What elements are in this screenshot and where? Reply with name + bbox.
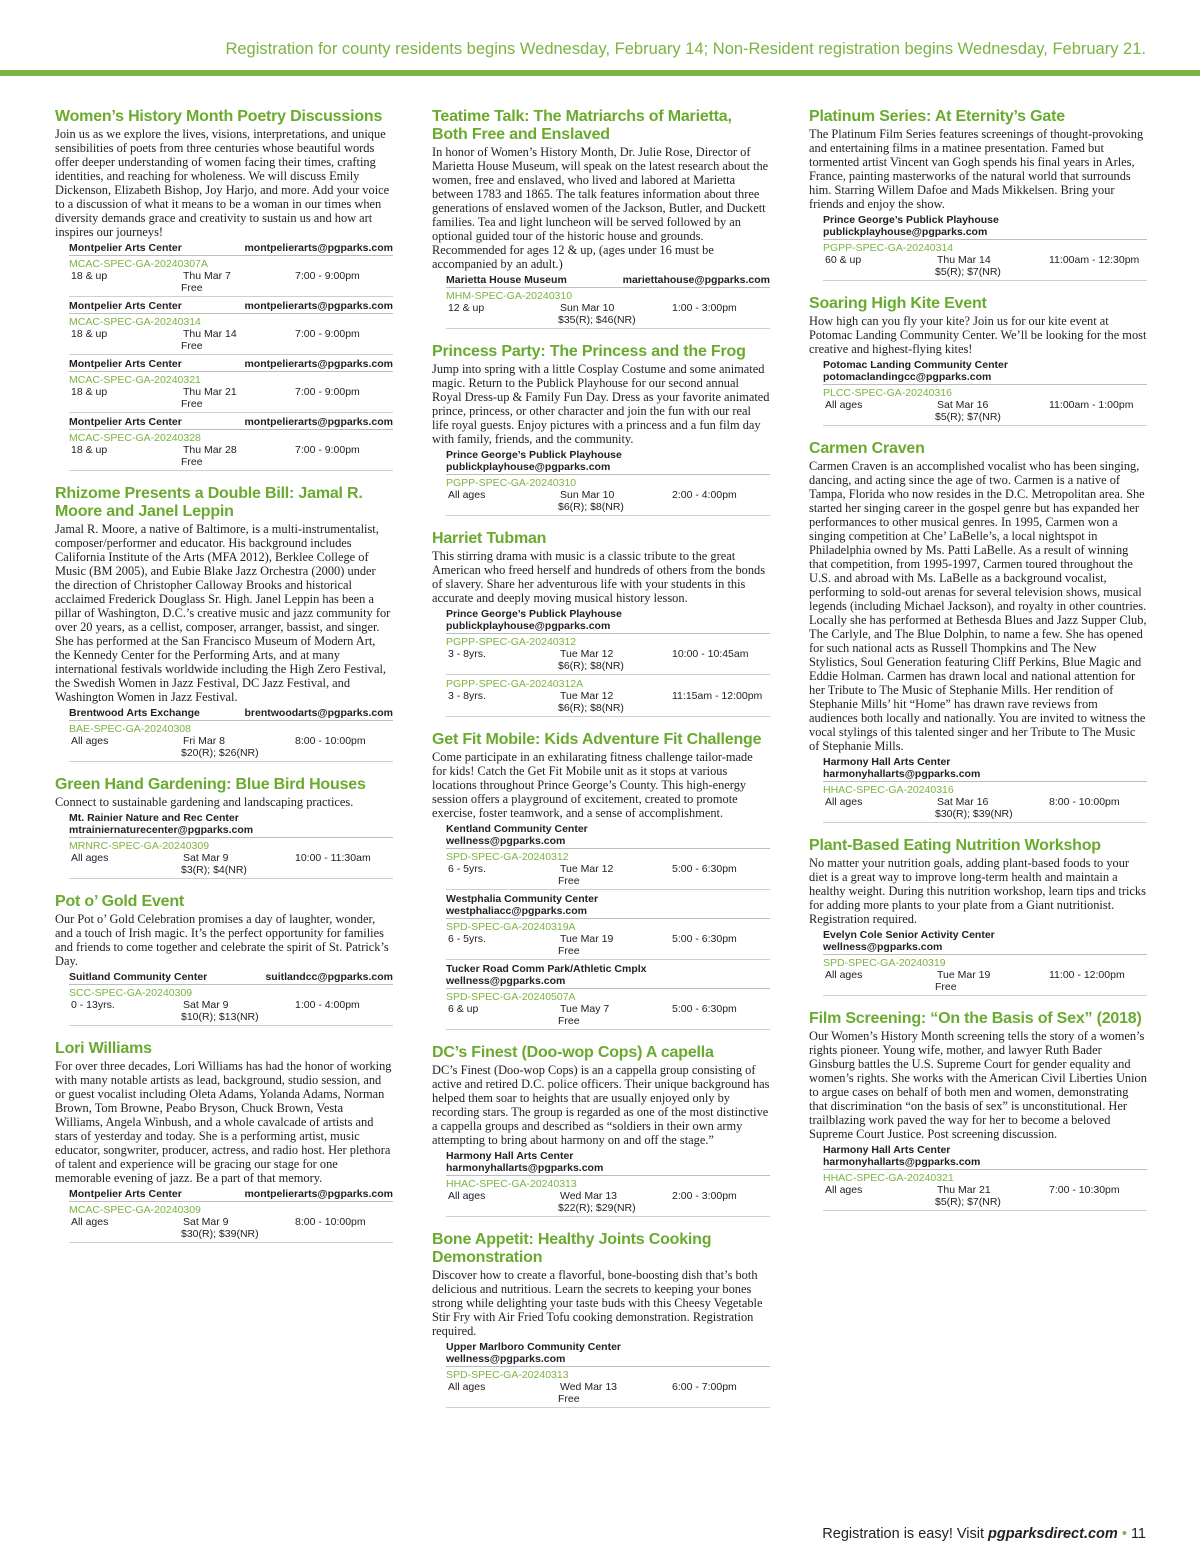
session-time: 11:00 - 12:00pm bbox=[1049, 969, 1125, 981]
session-block bbox=[446, 1341, 770, 1408]
session-time: 10:00 - 11:30am bbox=[295, 852, 371, 864]
event-description: How high can you fly your kite? Join us for our kite event at Potomac Landing Community Center. We’ll be looking for the most creative and highest-flying kites! bbox=[809, 314, 1147, 356]
event-listing bbox=[432, 108, 770, 329]
event-description: Come participate in an exhilarating fitness challenge tailor-made for kids! Catch the Get Fit Mobile unit as it stops at various locations throughout Prince George’s County. This high-energy session offers a playground of excitement, created to promote exercise, foster teamwork, and a sense of accomplishment. bbox=[432, 750, 753, 820]
venue-name: Marietta House Museum bbox=[446, 274, 567, 286]
session-block bbox=[446, 823, 770, 890]
session-details-row bbox=[823, 254, 1147, 266]
session-fee: $6(R); $8(NR) bbox=[558, 702, 624, 714]
session-time: 6:00 - 7:00pm bbox=[672, 1381, 737, 1393]
age-range: All ages bbox=[448, 1381, 486, 1393]
age-range: All ages bbox=[825, 1184, 863, 1196]
session-time: 5:00 - 6:30pm bbox=[672, 1003, 737, 1015]
venue-line bbox=[69, 358, 393, 372]
event-description: Jump into spring with a little Cosplay Costume and some animated magic. Return to the Publick Playhouse for our second annual Royal Dress-up & Family Fun Day. Dress as your favorite animated prince, princess, or other character and join the fun with our real life royal guests. Enjoy pictures with a princess and a fun film day with family, friends, and the community. bbox=[432, 362, 770, 446]
venue-name: Westphalia Community Center bbox=[446, 893, 599, 905]
session-details-row bbox=[823, 399, 1147, 411]
session-block bbox=[823, 359, 1147, 426]
activity-code: PGPP-SPEC-GA-20240312 bbox=[446, 636, 577, 648]
session-date: Sun Mar 10 bbox=[560, 302, 615, 314]
venue-name: Mt. Rainier Nature and Rec Center bbox=[69, 812, 239, 824]
venue-name: Evelyn Cole Senior Activity Center bbox=[823, 929, 995, 941]
footer-site-link[interactable]: pgparksdirect.com bbox=[988, 1526, 1118, 1542]
session-date: Thu Mar 14 bbox=[937, 254, 991, 266]
event-description: Our Women’s History Month screening tells the story of a women’s rights pioneer. Young wife, mother, and lawyer Ruth Bader Ginsburg battles the U.S. Supreme Court for gender equality and women’s rights. She works with the American Civil Liberties Union to argue cases on behalf of both men and women, demonstrating that discrimination “on the basis of sex” is unconstitutional. Her trailblazing work paved the way for her to become a beloved Supreme Court Justice. Post screening discussion. bbox=[809, 1029, 1147, 1141]
age-range: 0 - 13yrs. bbox=[71, 999, 115, 1011]
venue-line bbox=[69, 242, 393, 256]
venue-email-link[interactable]: montpelierarts@pgparks.com bbox=[244, 300, 393, 312]
session-fee: $3(R); $4(NR) bbox=[181, 864, 247, 876]
activity-code: SCC-SPEC-GA-20240309 bbox=[69, 987, 193, 999]
session-block bbox=[446, 449, 770, 516]
session-time: 1:00 - 3:00pm bbox=[672, 302, 737, 314]
venue-line bbox=[823, 359, 1147, 385]
event-description: For over three decades, Lori Williams has had the honor of working with many notable artists as lead, background, studio session, and or guest vocalist including Oleta Adams, Yolanda Adams, Norman Brown, Tom Browne, Peabo Bryson, Chuck Brown, Vesta Williams, Angela Winbush, and a whole cavalcade of artists and stars of yesterday and today. She is a performing artist, music educator, songwriter, producer, actress, and radio host. Her plethora of talent and experience will be gracing our stage for one memorable evening of jazz. Be a part of that memory. bbox=[55, 1059, 392, 1185]
activity-code: MCAC-SPEC-GA-20240328 bbox=[69, 432, 201, 444]
session-fee: $35(R); $46(NR) bbox=[558, 314, 636, 326]
session-date: Tue Mar 19 bbox=[937, 969, 991, 981]
session-details-row bbox=[446, 302, 770, 314]
age-range: 60 & up bbox=[825, 254, 862, 266]
venue-email-link[interactable]: harmonyhallarts@pgparks.com bbox=[823, 1156, 981, 1168]
session-fee: $6(R); $8(NR) bbox=[558, 501, 624, 513]
session-block bbox=[69, 971, 393, 1026]
age-range: All ages bbox=[448, 489, 486, 501]
event-listing bbox=[809, 295, 1147, 426]
session-details-row bbox=[69, 328, 393, 340]
venue-line bbox=[823, 929, 1147, 955]
event-description: No matter your nutrition goals, adding plant-based foods to your diet is a great way to improve long-term health and maintain a healthy weight. During this nutrition workshop, learn tips and tricks for adding more plants to your plate from a Giant nutritionist. Registration required. bbox=[809, 856, 1146, 926]
venue-name: Prince George’s Publick Playhouse bbox=[823, 214, 999, 226]
session-details-row bbox=[446, 863, 770, 875]
venue-line bbox=[69, 416, 393, 430]
venue-name: Kentland Community Center bbox=[446, 823, 588, 835]
venue-name: Montpelier Arts Center bbox=[69, 1188, 182, 1200]
session-details-row bbox=[69, 444, 393, 456]
age-range: All ages bbox=[71, 1216, 109, 1228]
activity-code: MHM-SPEC-GA-20240310 bbox=[446, 290, 573, 302]
venue-email-link[interactable]: montpelierarts@pgparks.com bbox=[244, 416, 393, 428]
activity-code: HHAC-SPEC-GA-20240321 bbox=[823, 1172, 954, 1184]
venue-line bbox=[69, 707, 393, 721]
session-date: Tue Mar 19 bbox=[560, 933, 614, 945]
venue-name: Montpelier Arts Center bbox=[69, 358, 182, 370]
session-fee: $5(R); $7(NR) bbox=[935, 266, 1001, 278]
venue-name: Montpelier Arts Center bbox=[69, 300, 182, 312]
event-title: Rhizome Presents a Double Bill: Jamal R. Moore and Janel Leppin bbox=[55, 485, 363, 520]
event-listing bbox=[55, 893, 393, 1026]
venue-line bbox=[446, 274, 770, 288]
venue-email-link[interactable]: wellness@pgparks.com bbox=[823, 941, 943, 953]
venue-name: Harmony Hall Arts Center bbox=[823, 756, 951, 768]
session-details-row bbox=[69, 270, 393, 282]
venue-line bbox=[446, 1341, 770, 1367]
event-title: Harriet Tubman bbox=[432, 530, 547, 547]
session-details-row bbox=[823, 1184, 1147, 1196]
session-block bbox=[446, 678, 770, 717]
venue-email-link[interactable]: wellness@pgparks.com bbox=[446, 835, 566, 847]
venue-name: Tucker Road Comm Park/Athletic Cmplx bbox=[446, 963, 647, 975]
session-fee: $10(R); $13(NR) bbox=[181, 1011, 259, 1023]
session-date: Sun Mar 10 bbox=[560, 489, 615, 501]
session-details-row bbox=[69, 386, 393, 398]
event-title: Soaring High Kite Event bbox=[809, 295, 987, 312]
session-fee: Free bbox=[935, 981, 957, 993]
event-listing bbox=[55, 1040, 393, 1243]
venue-name: Potomac Landing Community Center bbox=[823, 359, 1008, 371]
venue-line bbox=[446, 963, 770, 989]
event-description: Carmen Craven is an accomplished vocalist who has been singing, dancing, and acting since the age of two. Carmen is a native of Tampa, Florida who now resides in the D.C. Metropolitan area. She started her singing career in the gospel genre but has expanded her performances to other musical genres. In 1995, Carmen won a singing competition at Che’ LaBelle’s, a local nightspot in Philadelphia owned by Ms. Patti LaBelle. As a result of winning that competition, from 1995-1997, Carmen toured throughout the U.S. and abroad with Ms. LaBelle as a background vocalist, performing to sold-out arenas for several television shows, musical legends (including Michael Jackson), and royalty in other countries. Locally she has performed at Bethesda Blues and Jazz Supper Club, The Carlyle, and The Blue Dolphin, to name a few. She has opened for such national acts as Russell Thompkins and The New Stylistics, Soul Generation featuring Cliff Perkins, Blue Magic and Eddie Holman. Carmen has drawn local and national attention for her Tribute to The Music of Stephanie Mills. Her rendition of Stephanie Mills’ hit “Home” has drawn rave reviews from audiences both locally and nationally. You are invited to witness the vocal stylings of this talented singer and her Tribute to The Music of Stephanie Mills. bbox=[809, 459, 1147, 753]
venue-email-link[interactable]: publickplayhouse@pgparks.com bbox=[823, 226, 988, 238]
session-details-row bbox=[446, 1381, 770, 1393]
column-3 bbox=[809, 108, 1147, 1225]
age-range: 6 - 5yrs. bbox=[448, 863, 486, 875]
venue-email-link[interactable]: wellness@pgparks.com bbox=[446, 1353, 566, 1365]
session-details-row bbox=[446, 933, 770, 945]
page-number: 11 bbox=[1130, 1526, 1146, 1542]
column-1 bbox=[55, 108, 393, 1257]
activity-code: MCAC-SPEC-GA-20240314 bbox=[69, 316, 201, 328]
session-block bbox=[823, 929, 1147, 996]
activity-code: MCAC-SPEC-GA-20240309 bbox=[69, 1204, 201, 1216]
venue-email-link[interactable]: mtrainiernaturecenter@pgparks.com bbox=[69, 824, 254, 836]
event-listing bbox=[432, 731, 770, 1030]
event-title: Princess Party: The Princess and the Frog bbox=[432, 343, 746, 360]
session-details-row bbox=[446, 690, 770, 702]
session-date: Thu Mar 28 bbox=[183, 444, 237, 456]
event-description: Our Pot o’ Gold Celebration promises a day of laughter, wonder, and a touch of Irish magic. It’s the perfect opportunity for families and friends to come together and celebrate the spirit of St. Patrick’s Day. bbox=[55, 912, 389, 968]
footer-lead: Registration is easy! Visit bbox=[822, 1526, 989, 1542]
session-date: Sat Mar 9 bbox=[183, 852, 229, 864]
session-date: Thu Mar 21 bbox=[183, 386, 237, 398]
venue-line bbox=[446, 823, 770, 849]
session-block bbox=[69, 707, 393, 762]
session-time: 8:00 - 10:00pm bbox=[295, 1216, 366, 1228]
venue-name: Prince George’s Publick Playhouse bbox=[446, 449, 622, 461]
venue-line bbox=[69, 971, 393, 985]
session-details-row bbox=[69, 735, 393, 747]
age-range: All ages bbox=[825, 399, 863, 411]
session-fee: Free bbox=[558, 875, 580, 887]
age-range: 3 - 8yrs. bbox=[448, 690, 486, 702]
event-title: Bone Appetit: Healthy Joints Cooking Demonstration bbox=[432, 1231, 712, 1266]
event-title: Carmen Craven bbox=[809, 440, 925, 457]
event-listing bbox=[432, 1231, 770, 1408]
session-date: Tue Mar 12 bbox=[560, 863, 614, 875]
session-date: Sat Mar 16 bbox=[937, 399, 989, 411]
session-time: 7:00 - 9:00pm bbox=[295, 386, 360, 398]
venue-line bbox=[823, 214, 1147, 240]
venue-email-link[interactable]: montpelierarts@pgparks.com bbox=[244, 1188, 393, 1200]
session-block bbox=[69, 416, 393, 471]
session-details-row bbox=[446, 489, 770, 501]
page-footer bbox=[822, 1526, 1146, 1542]
venue-line bbox=[823, 1144, 1147, 1170]
session-block bbox=[823, 1144, 1147, 1211]
venue-email-link[interactable]: publickplayhouse@pgparks.com bbox=[446, 461, 611, 473]
session-block bbox=[446, 1150, 770, 1217]
session-time: 7:00 - 9:00pm bbox=[295, 270, 360, 282]
event-listing bbox=[432, 343, 770, 516]
session-fee: Free bbox=[558, 945, 580, 957]
venue-name: Montpelier Arts Center bbox=[69, 416, 182, 428]
session-date: Sat Mar 9 bbox=[183, 1216, 229, 1228]
activity-code: SPD-SPEC-GA-20240312 bbox=[446, 851, 569, 863]
venue-line bbox=[446, 893, 770, 919]
event-title: Film Screening: “On the Basis of Sex” (2018) bbox=[809, 1010, 1142, 1027]
venue-email-link[interactable]: montpelierarts@pgparks.com bbox=[244, 358, 393, 370]
session-time: 11:00am - 12:30pm bbox=[1049, 254, 1140, 266]
session-block bbox=[446, 893, 770, 960]
session-fee: Free bbox=[181, 456, 203, 468]
session-block bbox=[69, 812, 393, 879]
session-fee: Free bbox=[558, 1393, 580, 1405]
venue-name: Upper Marlboro Community Center bbox=[446, 1341, 622, 1353]
event-description: Jamal R. Moore, a native of Baltimore, is a multi-instrumentalist, composer/performer and educator. His background includes California Institute of the Arts (MFA 2012), Berklee College of Music (BM 2005), and Eubie Blake Jazz Orchestra (2000) under the direction of Christopher Calloway Brooks and historical acclaimed Frederick Douglass Sr. High. Janel Leppin has been a pillar of Washington, D.C.’s creative music and jazz community for over 20 years, as a cellist, composer, arranger, bassist, and singer. She has performed at the San Francisco Museum of Modern Art, the Kennedy Center for the Performing Arts, and at many international festivals worldwide including the High Zero Festival, the Swedish Women in Jazz Festival, DC Jazz Festival, and Washington Women in Jazz Festival. bbox=[55, 522, 391, 704]
event-listing bbox=[55, 108, 393, 471]
session-date: Tue Mar 12 bbox=[560, 690, 614, 702]
venue-email-link[interactable]: brentwoodarts@pgparks.com bbox=[244, 707, 393, 719]
activity-code: MCAC-SPEC-GA-20240307A bbox=[69, 258, 208, 270]
venue-email-link[interactable]: harmonyhallarts@pgparks.com bbox=[823, 768, 981, 780]
event-listing bbox=[432, 530, 770, 717]
age-range: 18 & up bbox=[71, 328, 108, 340]
session-fee: $30(R); $39(NR) bbox=[181, 1228, 259, 1240]
venue-email-link[interactable]: publickplayhouse@pgparks.com bbox=[446, 620, 611, 632]
registration-banner bbox=[0, 0, 1200, 78]
event-listing bbox=[809, 837, 1147, 996]
event-description: DC’s Finest (Doo-wop Cops) is an a cappella group consisting of active and retired D.C. police officers. Their unique background has helped them soar to heights that are usually enjoyed only by recording stars. The group is regarded as one of the most distinctive a cappella groups and described as “soldiers in their own army attempting to bring about harmony on and off the stage.” bbox=[432, 1063, 770, 1147]
venue-line bbox=[69, 1188, 393, 1202]
event-description: The Platinum Film Series features screenings of thought-provoking and entertaining films in a matinee presentation. Famed but tormented artist Vincent van Gogh spends his final years in Arles, France, painting masterworks of the natural world that surrounds him. Starring Willem Dafoe and Mads Mikkelsen. Bring your friends and enjoy the show. bbox=[809, 127, 1144, 211]
session-details-row bbox=[446, 1003, 770, 1015]
event-title: Green Hand Gardening: Blue Bird Houses bbox=[55, 776, 366, 793]
session-fee: $5(R); $7(NR) bbox=[935, 411, 1001, 423]
age-range: 12 & up bbox=[448, 302, 485, 314]
event-listing bbox=[809, 1010, 1147, 1211]
activity-code: PGPP-SPEC-GA-20240314 bbox=[823, 242, 954, 254]
session-date: Thu Mar 21 bbox=[937, 1184, 991, 1196]
session-time: 5:00 - 6:30pm bbox=[672, 933, 737, 945]
age-range: 18 & up bbox=[71, 444, 108, 456]
session-date: Sat Mar 9 bbox=[183, 999, 229, 1011]
age-range: All ages bbox=[448, 1190, 486, 1202]
venue-name: Harmony Hall Arts Center bbox=[446, 1150, 574, 1162]
event-listing bbox=[432, 1044, 770, 1217]
age-range: 18 & up bbox=[71, 386, 108, 398]
session-date: Thu Mar 14 bbox=[183, 328, 237, 340]
session-fee: $6(R); $8(NR) bbox=[558, 660, 624, 672]
session-time: 8:00 - 10:00pm bbox=[1049, 796, 1120, 808]
venue-name: Montpelier Arts Center bbox=[69, 242, 182, 254]
session-date: Sat Mar 16 bbox=[937, 796, 989, 808]
venue-email-link[interactable]: suitlandcc@pgparks.com bbox=[265, 971, 393, 983]
session-block bbox=[69, 300, 393, 355]
session-time: 7:00 - 9:00pm bbox=[295, 444, 360, 456]
venue-email-link[interactable]: mariettahouse@pgparks.com bbox=[622, 274, 770, 286]
age-range: 6 - 5yrs. bbox=[448, 933, 486, 945]
session-details-row bbox=[69, 1216, 393, 1228]
activity-code: HHAC-SPEC-GA-20240316 bbox=[823, 784, 954, 796]
event-listing bbox=[809, 440, 1147, 823]
column-2 bbox=[432, 108, 770, 1422]
age-range: 3 - 8yrs. bbox=[448, 648, 486, 660]
session-fee: Free bbox=[181, 340, 203, 352]
venue-email-link[interactable]: potomaclandingcc@pgparks.com bbox=[823, 371, 992, 383]
activity-code: HHAC-SPEC-GA-20240313 bbox=[446, 1178, 577, 1190]
venue-line bbox=[69, 812, 393, 838]
registration-dates-text: Registration for county residents begins Wednesday, February 14; Non-Resident registration begins Wednesday, February 21. bbox=[225, 40, 1146, 58]
venue-email-link[interactable]: harmonyhallarts@pgparks.com bbox=[446, 1162, 604, 1174]
session-date: Tue Mar 12 bbox=[560, 648, 614, 660]
age-range: All ages bbox=[825, 796, 863, 808]
session-date: Thu Mar 7 bbox=[183, 270, 231, 282]
session-date: Fri Mar 8 bbox=[183, 735, 225, 747]
session-details-row bbox=[823, 796, 1147, 808]
venue-line bbox=[69, 300, 393, 314]
session-block bbox=[69, 1188, 393, 1243]
session-date: Wed Mar 13 bbox=[560, 1381, 617, 1393]
venue-email-link[interactable]: montpelierarts@pgparks.com bbox=[244, 242, 393, 254]
venue-email-link[interactable]: westphaliacc@pgparks.com bbox=[446, 905, 587, 917]
activity-code: SPD-SPEC-GA-20240319 bbox=[823, 957, 946, 969]
footer-separator: • bbox=[1117, 1526, 1131, 1542]
session-time: 7:00 - 9:00pm bbox=[295, 328, 360, 340]
session-details-row bbox=[69, 999, 393, 1011]
event-title: Teatime Talk: The Matriarchs of Marietta, Both Free and Enslaved bbox=[432, 108, 732, 143]
event-title: DC’s Finest (Doo-wop Cops) A capella bbox=[432, 1044, 714, 1061]
session-time: 5:00 - 6:30pm bbox=[672, 863, 737, 875]
session-fee: $20(R); $26(NR) bbox=[181, 747, 259, 759]
event-title: Plant-Based Eating Nutrition Workshop bbox=[809, 837, 1101, 854]
session-fee: $30(R); $39(NR) bbox=[935, 808, 1013, 820]
venue-name: Prince George’s Publick Playhouse bbox=[446, 608, 622, 620]
session-block bbox=[69, 358, 393, 413]
activity-code: PGPP-SPEC-GA-20240310 bbox=[446, 477, 577, 489]
session-date: Wed Mar 13 bbox=[560, 1190, 617, 1202]
session-date: Tue May 7 bbox=[560, 1003, 610, 1015]
venue-name: Harmony Hall Arts Center bbox=[823, 1144, 951, 1156]
event-title: Women’s History Month Poetry Discussions bbox=[55, 108, 383, 125]
session-fee: Free bbox=[181, 398, 203, 410]
session-time: 7:00 - 10:30pm bbox=[1049, 1184, 1120, 1196]
event-description: This stirring drama with music is a classic tribute to the great American who freed herself and hundreds of others from the bonds of slavery. Share her adventurous life with your students in this accurate and deeply moving musical history lesson. bbox=[432, 549, 766, 605]
session-block bbox=[446, 963, 770, 1030]
age-range: All ages bbox=[71, 852, 109, 864]
venue-name: Brentwood Arts Exchange bbox=[69, 707, 200, 719]
session-time: 2:00 - 4:00pm bbox=[672, 489, 737, 501]
event-description: Join us as we explore the lives, visions, interpretations, and unique sensibilities of poets from three centuries whose beautiful words offer deeper understanding of women facing their times, crafting identities, and reaching for wholeness. We will discuss Emily Dickenson, Elizabeth Bishop, Joy Harjo, and more. Add your voice to a discussion of what it means to be a woman in our times when diversity demands grace and creativity to sustain us and how art inspires our journeys! bbox=[55, 127, 390, 239]
event-description: Connect to sustainable gardening and landscaping practices. bbox=[55, 795, 354, 809]
age-range: All ages bbox=[71, 735, 109, 747]
session-fee: $22(R); $29(NR) bbox=[558, 1202, 636, 1214]
activity-code: BAE-SPEC-GA-20240308 bbox=[69, 723, 191, 735]
activity-code: SPD-SPEC-GA-20240319A bbox=[446, 921, 576, 933]
session-fee: Free bbox=[181, 282, 203, 294]
venue-line bbox=[446, 1150, 770, 1176]
activity-code: SPD-SPEC-GA-20240313 bbox=[446, 1369, 569, 1381]
session-time: 11:15am - 12:00pm bbox=[672, 690, 763, 702]
session-details-row bbox=[446, 648, 770, 660]
session-block bbox=[446, 608, 770, 675]
session-details-row bbox=[69, 852, 393, 864]
venue-email-link[interactable]: wellness@pgparks.com bbox=[446, 975, 566, 987]
event-title: Get Fit Mobile: Kids Adventure Fit Challenge bbox=[432, 731, 762, 748]
venue-line bbox=[446, 608, 770, 634]
event-title: Lori Williams bbox=[55, 1040, 152, 1057]
event-title: Pot o’ Gold Event bbox=[55, 893, 185, 910]
session-block bbox=[69, 242, 393, 297]
session-time: 2:00 - 3:00pm bbox=[672, 1190, 737, 1202]
session-time: 10:00 - 10:45am bbox=[672, 648, 749, 660]
activity-code: MCAC-SPEC-GA-20240321 bbox=[69, 374, 201, 386]
session-fee: $5(R); $7(NR) bbox=[935, 1196, 1001, 1208]
event-listing bbox=[55, 485, 393, 762]
event-description: Discover how to create a flavorful, bone-boosting dish that’s both delicious and nutritious. Learn the secrets to keeping your bones strong while delighting your taste buds with this Cheesy Vegetable Stir Fry with Air Fried Tofu cooking demonstration. Registration required. bbox=[432, 1268, 763, 1338]
session-block bbox=[823, 214, 1147, 281]
event-listing bbox=[809, 108, 1147, 281]
activity-code: MRNRC-SPEC-GA-20240309 bbox=[69, 840, 210, 852]
event-description: In honor of Women’s History Month, Dr. Julie Rose, Director of Marietta House Museum, will speak on the latest research about the women, free and enslaved, who lived and labored at Marietta between 1783 and 1865. The talk features information about three generations of enslaved women of the Jackson, Butler, and Duckett families. Tea and light luncheon will be served followed by an optional guided tour of the historic house and grounds. Recommended for ages 12 & up, (ages under 16 must be accompanied by an adult.) bbox=[432, 145, 769, 271]
session-block bbox=[446, 274, 770, 329]
venue-line bbox=[446, 449, 770, 475]
event-listing bbox=[55, 776, 393, 879]
session-time: 1:00 - 4:00pm bbox=[295, 999, 360, 1011]
session-details-row bbox=[823, 969, 1147, 981]
header-rule bbox=[0, 70, 1200, 76]
session-time: 11:00am - 1:00pm bbox=[1049, 399, 1134, 411]
activity-code: PLCC-SPEC-GA-20240316 bbox=[823, 387, 952, 399]
age-range: 6 & up bbox=[448, 1003, 479, 1015]
age-range: All ages bbox=[825, 969, 863, 981]
session-fee: Free bbox=[558, 1015, 580, 1027]
session-details-row bbox=[446, 1190, 770, 1202]
activity-code: SPD-SPEC-GA-20240507A bbox=[446, 991, 576, 1003]
session-block bbox=[823, 756, 1147, 823]
age-range: 18 & up bbox=[71, 270, 108, 282]
session-time: 8:00 - 10:00pm bbox=[295, 735, 366, 747]
venue-line bbox=[823, 756, 1147, 782]
activity-code: PGPP-SPEC-GA-20240312A bbox=[446, 678, 584, 690]
event-title: Platinum Series: At Eternity’s Gate bbox=[809, 108, 1065, 125]
venue-name: Suitland Community Center bbox=[69, 971, 208, 983]
